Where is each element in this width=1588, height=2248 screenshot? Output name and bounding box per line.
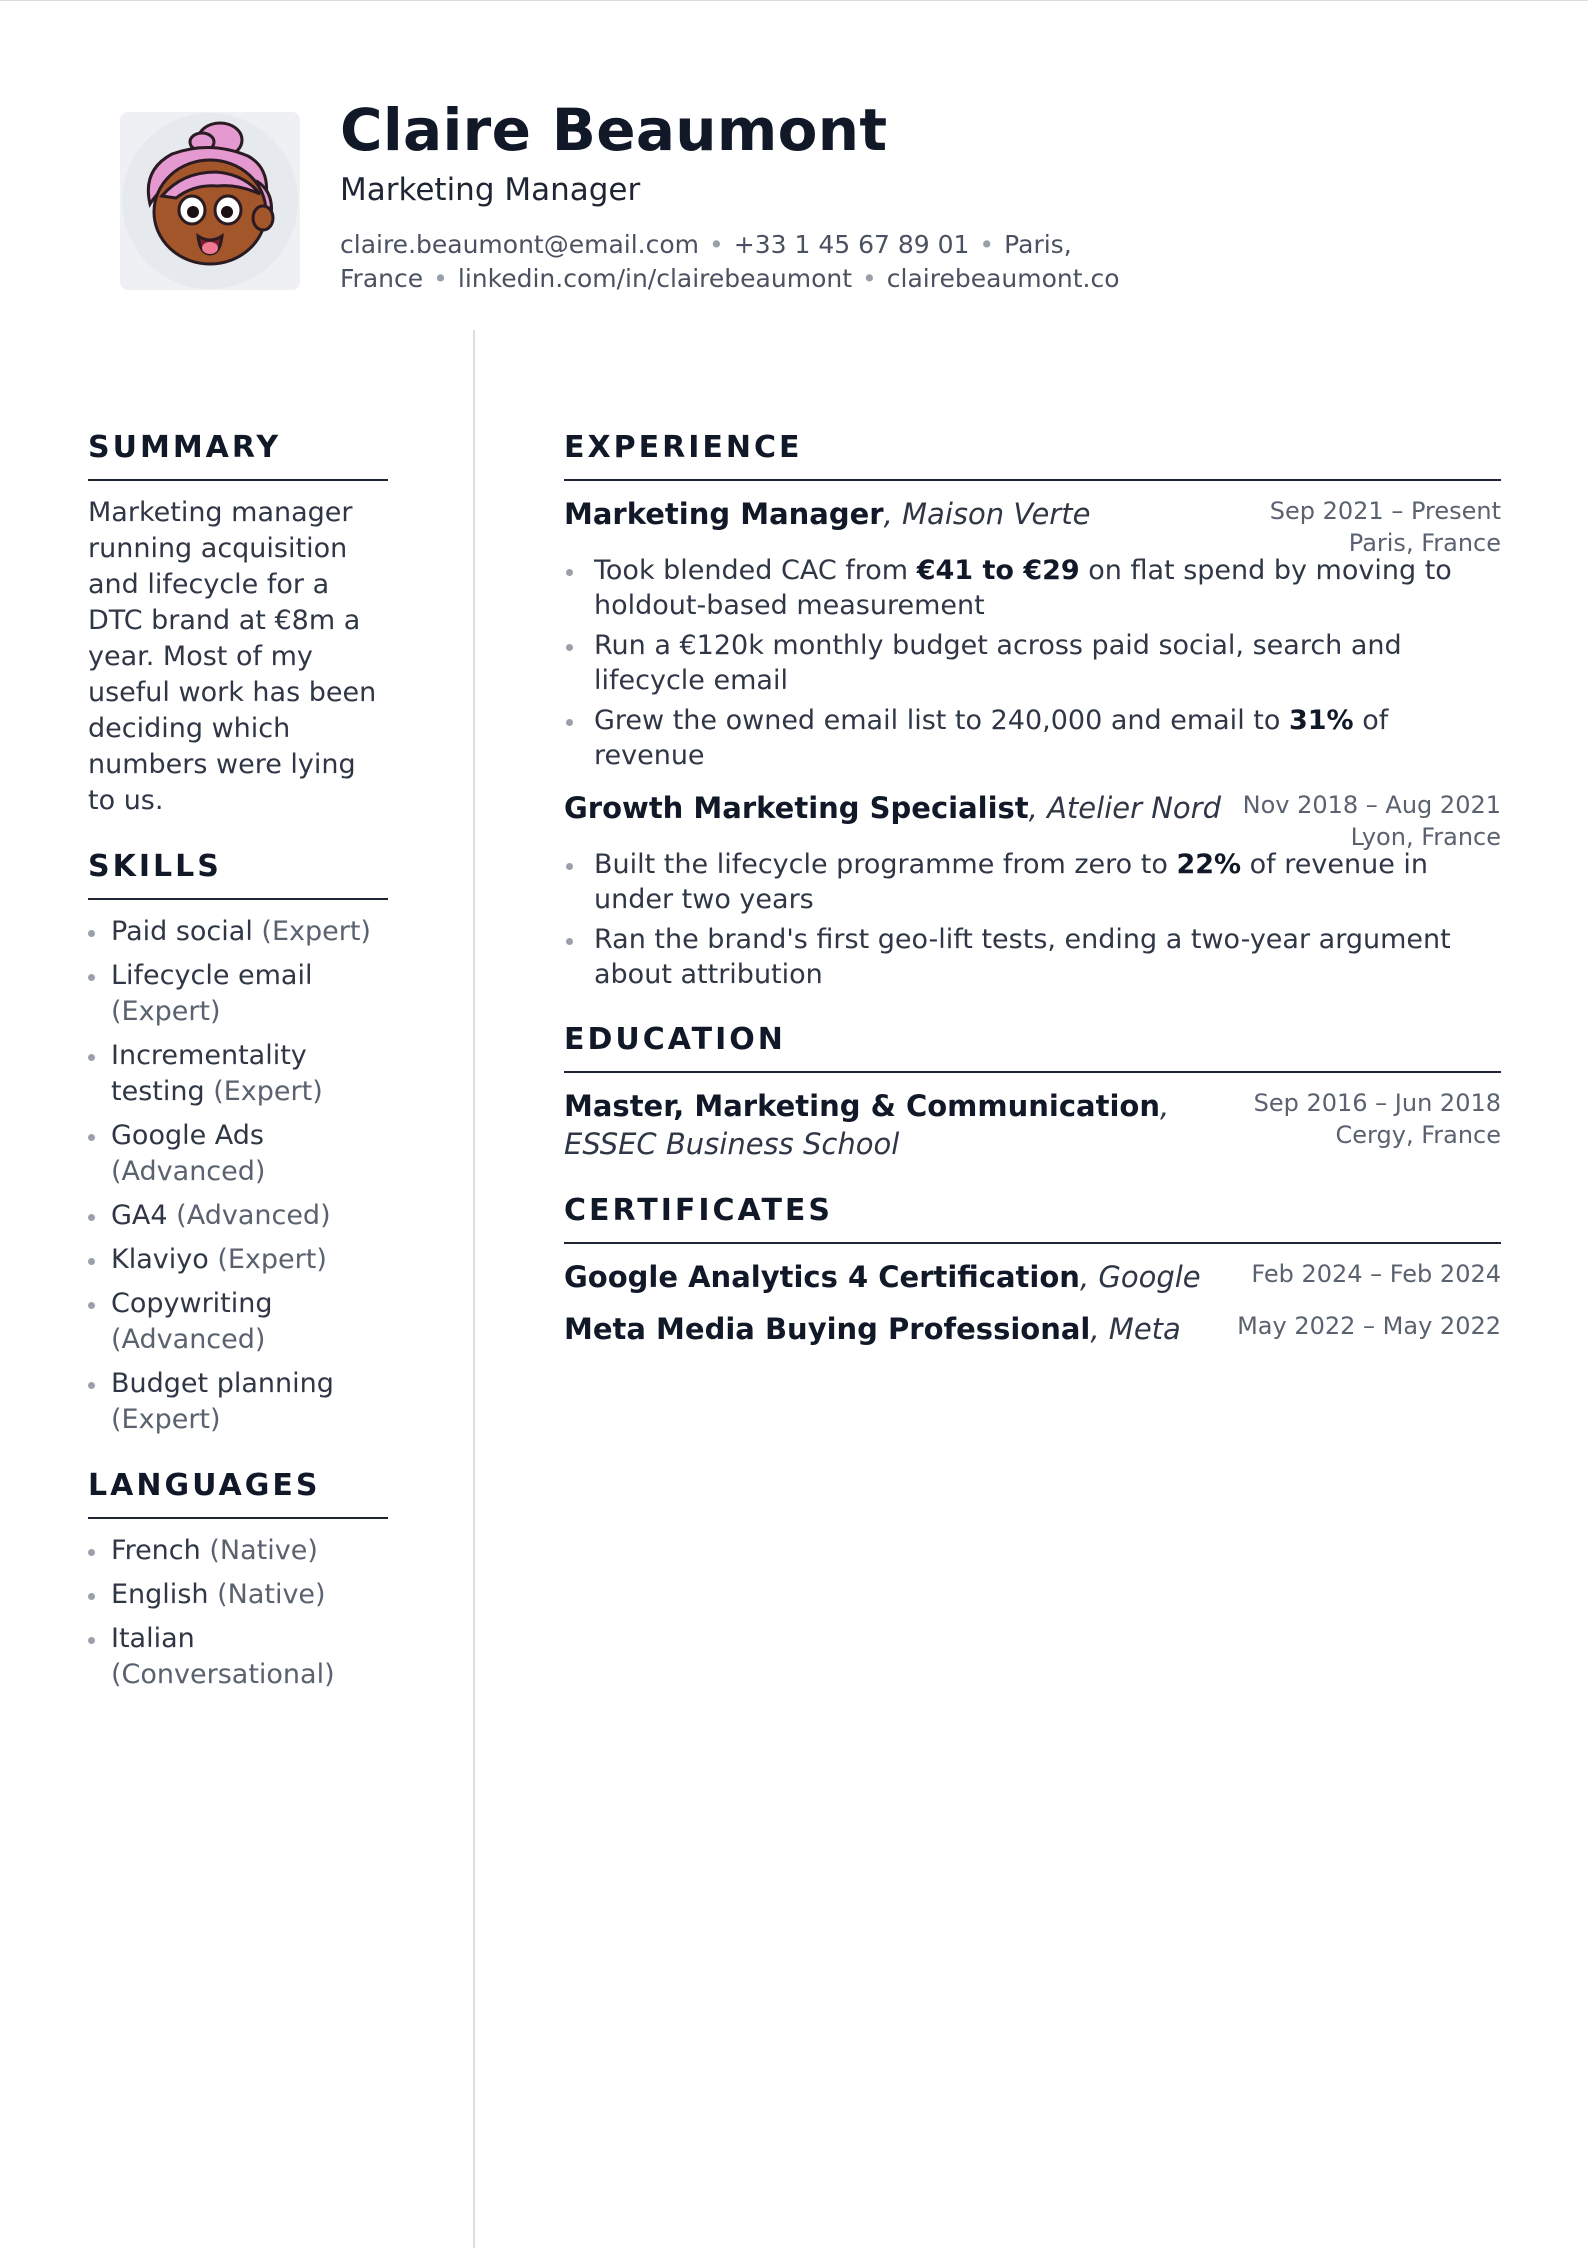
job-company: Maison Verte	[902, 497, 1091, 531]
experience-heading: EXPERIENCE	[564, 430, 1501, 481]
certificate-issuer: Meta	[1108, 1312, 1181, 1346]
certificates-section	[564, 1193, 1501, 1348]
skill-name: Budget planning	[111, 1368, 334, 1399]
job-bullet: Run a €120k monthly budget across paid social, search and lifecycle email	[564, 628, 1501, 698]
skill-item	[88, 1242, 388, 1278]
summary-text: Marketing manager running acquisition and lifecycle for a DTC brand at €8m a year. Most of my useful work has been deciding which numbers were lying to us.	[88, 497, 377, 816]
languages-heading: LANGUAGES	[88, 1468, 388, 1519]
education-section	[564, 1022, 1501, 1163]
language-item	[88, 1577, 388, 1613]
education-heading: EDUCATION	[564, 1022, 1501, 1073]
skill-item	[88, 1366, 388, 1438]
job-bullet: Grew the owned email list to 240,000 and email to 31% of revenue	[564, 703, 1501, 773]
skill-item	[88, 1286, 388, 1358]
language-level: (Native)	[209, 1535, 318, 1566]
contact-website[interactable]: clairebeaumont.co	[886, 264, 1120, 293]
summary-heading: SUMMARY	[88, 430, 388, 481]
education-dates: Sep 2016 – Jun 2018	[1253, 1089, 1501, 1117]
contact-email[interactable]: claire.beaumont@email.com	[340, 230, 700, 259]
language-level: (Conversational)	[111, 1659, 335, 1690]
certificate-name: Google Analytics 4 Certification	[564, 1260, 1080, 1294]
skill-name: GA4	[111, 1200, 168, 1231]
language-name: Italian	[111, 1623, 195, 1654]
contact-separator: •	[862, 264, 877, 293]
skill-item	[88, 958, 388, 1030]
skill-level: (Advanced)	[111, 1156, 266, 1187]
contact-line	[340, 228, 1140, 296]
job-location: Paris, France	[1348, 529, 1501, 557]
contact-location: Paris, France	[340, 230, 1072, 293]
contact-separator: •	[433, 264, 448, 293]
job-dates: Sep 2021 – Present	[1269, 497, 1501, 525]
school: ESSEC Business School	[564, 1127, 900, 1161]
job-role: Growth Marketing Specialist	[564, 791, 1029, 825]
cartoon-avatar-icon	[120, 112, 300, 290]
skill-level: (Advanced)	[111, 1324, 266, 1355]
skill-level: (Expert)	[111, 996, 221, 1027]
certificates-heading: CERTIFICATES	[564, 1193, 1501, 1244]
certificate-name: Meta Media Buying Professional	[564, 1312, 1091, 1346]
job-location: Lyon, France	[1350, 823, 1501, 851]
education-meta	[1254, 1087, 1501, 1151]
job-meta	[1243, 789, 1501, 853]
job-bullets	[564, 553, 1501, 773]
top-border	[0, 0, 1588, 1]
skill-item	[88, 1198, 388, 1234]
language-item	[88, 1621, 388, 1693]
skill-level: (Expert)	[261, 916, 371, 947]
job-bullet: Ran the brand's first geo-lift tests, ending a two-year argument about attribution	[564, 922, 1501, 992]
skills-heading: SKILLS	[88, 849, 388, 900]
education-location: Cergy, France	[1335, 1121, 1501, 1149]
sidebar	[88, 430, 388, 1723]
entry-header: Master, Marketing & Communication, ESSEC Business School Sep 2016 – Jun 2018 Cergy, France	[564, 1089, 1501, 1161]
entry-header: Meta Media Buying Professional, Meta May 2022 – May 2022	[564, 1312, 1501, 1346]
contact-linkedin[interactable]: linkedin.com/in/clairebeaumont	[457, 264, 853, 293]
certificate-dates: May 2022 – May 2022	[1237, 1312, 1501, 1340]
skill-name: Klaviyo	[111, 1244, 209, 1275]
languages-list	[88, 1533, 388, 1693]
skills-list	[88, 914, 388, 1438]
skill-name: Paid social	[111, 916, 253, 947]
language-item	[88, 1533, 388, 1569]
contact-separator: •	[979, 230, 995, 259]
job-role: Marketing Manager	[564, 497, 884, 531]
job-meta	[1270, 495, 1501, 559]
skill-level: (Advanced)	[176, 1200, 331, 1231]
skill-name: Google Ads	[111, 1120, 264, 1151]
language-name: French	[111, 1535, 201, 1566]
entry-header: Growth Marketing Specialist, Atelier Nord Nov 2018 – Aug 2021 Lyon, France	[564, 791, 1501, 851]
skill-item	[88, 1038, 388, 1110]
skill-level: (Expert)	[217, 1244, 327, 1275]
degree: Master, Marketing & Communication	[564, 1089, 1160, 1123]
skill-item	[88, 1118, 388, 1190]
candidate-name: Claire Beaumont	[340, 96, 888, 164]
entry-header: Marketing Manager, Maison Verte Sep 2021 – Present Paris, France	[564, 497, 1501, 557]
job-company: Atelier Nord	[1047, 791, 1222, 825]
skill-name: Copywriting	[111, 1288, 273, 1319]
skill-item	[88, 914, 388, 950]
job-bullet: Built the lifecycle programme from zero to 22% of revenue in under two years	[564, 847, 1501, 917]
experience-entry	[564, 495, 1501, 773]
contact-phone[interactable]: +33 1 45 67 89 01	[733, 230, 970, 259]
certificate-entry	[564, 1258, 1501, 1296]
job-bullet: Took blended CAC from €41 to €29 on flat spend by moving to holdout-based measurement	[564, 553, 1501, 623]
language-level: (Native)	[217, 1579, 326, 1610]
certificate-issuer: Google	[1098, 1260, 1201, 1294]
job-dates: Nov 2018 – Aug 2021	[1242, 791, 1501, 819]
avatar	[120, 112, 300, 290]
certificate-entry	[564, 1310, 1501, 1348]
skill-name: Lifecycle email	[111, 960, 313, 991]
entry-header: Google Analytics 4 Certification, Google Feb 2024 – Feb 2024	[564, 1260, 1501, 1294]
skill-level: (Expert)	[213, 1076, 323, 1107]
candidate-title: Marketing Manager	[340, 172, 641, 208]
certificate-dates: Feb 2024 – Feb 2024	[1251, 1260, 1501, 1288]
main-content	[564, 430, 1501, 1378]
skill-name: Incrementality testing	[111, 1040, 307, 1107]
language-name: English	[111, 1579, 209, 1610]
column-divider	[473, 330, 475, 2248]
experience-entry	[564, 789, 1501, 992]
experience-section	[564, 430, 1501, 992]
contact-separator: •	[709, 230, 724, 259]
skill-level: (Expert)	[111, 1404, 221, 1435]
job-bullets	[564, 847, 1501, 992]
education-entry	[564, 1087, 1501, 1163]
